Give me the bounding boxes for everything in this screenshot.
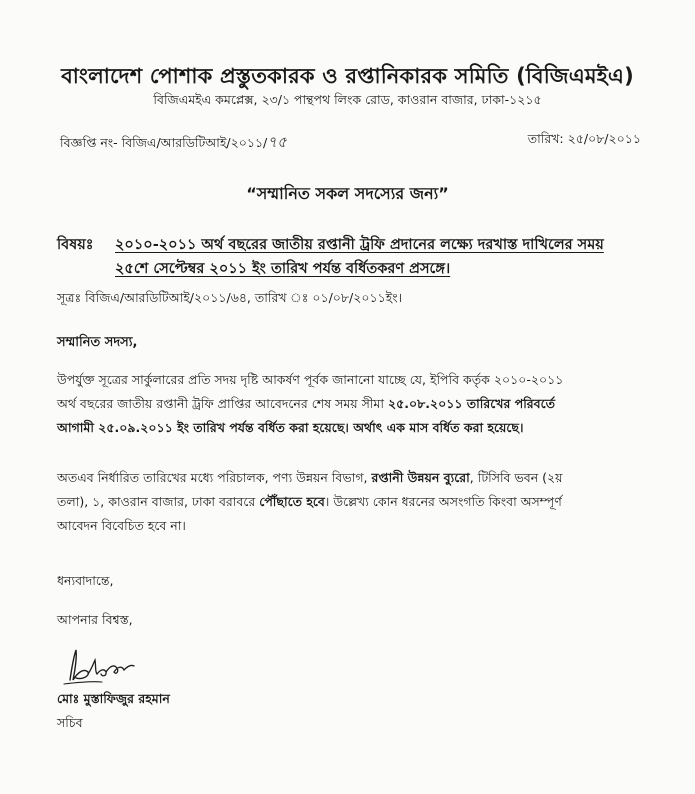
reference-number	[60, 131, 287, 156]
subject-block	[57, 233, 604, 281]
salutation: সম্মানিত সদস্য,	[57, 335, 138, 350]
date-line: তারিখ: ২৫/০৮/২০১১	[527, 131, 641, 146]
paragraph-2-line-1-text: অতএব নির্ধারিত তারিখের মধ্যে পরিচালক, পণ্য উন্নয়ন বিভাগ,	[57, 470, 372, 485]
signer-title: সচিব	[57, 715, 83, 730]
signer-name: মোঃ মুস্তাফিজুর রহমান	[57, 691, 170, 706]
paragraph-1-line-1: উপর্যুক্ত সূত্রের সার্কুলারের প্রতি সদয় দৃষ্টি আকর্ষণ পূর্বক জানানো যাচ্ছে যে, ইপিবি কর্তৃক ২০১০-২০১১	[57, 372, 564, 387]
subject-line-1: ২০১০-২০১১ অর্থ বছরের জাতীয় রপ্তানী ট্রফি প্রদানের লক্ষ্যে দরখাস্ত দাখিলের সময়	[115, 237, 604, 253]
paragraph-2-line-2-text: তলা), ১, কাওরান বাজার, ঢাকা বরাবরে	[57, 494, 260, 509]
paragraph-2-line-2-end: । উল্লেখ্য কোন ধরনের অসংগতি কিংবা অসম্পূর্ণ	[324, 494, 562, 509]
closing-yours: আপনার বিশ্বস্ত,	[57, 612, 133, 627]
paragraph-1-line-2	[57, 392, 647, 416]
paragraph-2-line-2	[57, 490, 657, 514]
paragraph-2-line-1-end: , টিসিবি ভবন (২য়	[469, 470, 563, 485]
source-reference: সূত্রঃ বিজিএ/আরডিটিআই/২০১১/৬৪, তারিখ ঃ ০১/০৮/২০১১ইং।	[57, 290, 403, 305]
closing-thanks: ধন্যবাদান্তে,	[57, 573, 114, 588]
paragraph-1-line-2-bold: ২৫.০৮.২০১১ তারিখের পরিবর্তে	[387, 396, 555, 411]
paragraph-1-line-2-text: অর্থ বছরের জাতীয় রপ্তানী ট্রফি প্রাপ্তির আবেদনের শেষ সময় সীমা	[57, 396, 388, 411]
paragraph-2-line-3: আবেদন বিবেচিত হবে না।	[57, 518, 186, 533]
paragraph-1-line-3: আগামী ২৫.০৯.২০১১ ইং তারিখ পর্যন্ত বর্ধিত করা হয়েছে। অর্থাৎ এক মাস বর্ধিত করা হয়েছে।	[57, 420, 524, 435]
paragraph-2-line-1	[57, 466, 657, 490]
handwritten-signature	[62, 644, 152, 688]
reference-label: বিজ্ঞপ্তি নং- বিজিএ/আরডিটিআই/২০১১/	[60, 135, 268, 150]
paragraph-2-line-2-bold: পৌঁছাতে হবে	[259, 494, 325, 509]
headline: “সম্মানিত সকল সদস্যের জন্য”	[246, 184, 449, 203]
paragraph-2-line-1-bold: রপ্তানী উন্নয়ন ব্যুরো	[371, 470, 470, 485]
org-address: বিজিএমইএ কমপ্লেক্স, ২৩/১ পান্থপথ লিংক রোড, কাওরান বাজার, ঢাকা-১২১৫	[153, 92, 542, 107]
subject-label: বিষয়ঃ	[57, 237, 94, 253]
paragraph-2	[57, 466, 657, 538]
reference-handwritten-number: ৭৫	[267, 133, 287, 151]
subject-line-2: ২৫শে সেপ্টেম্বর ২০১১ ইং তারিখ পর্যন্ত বর্ধিতকরণ প্রসঙ্গে।	[115, 261, 451, 277]
paragraph-1	[57, 368, 647, 440]
org-name: বাংলাদেশ পোশাক প্রস্তুতকারক ও রপ্তানিকারক সমিতি (বিজিএমইএ)	[61, 64, 634, 88]
